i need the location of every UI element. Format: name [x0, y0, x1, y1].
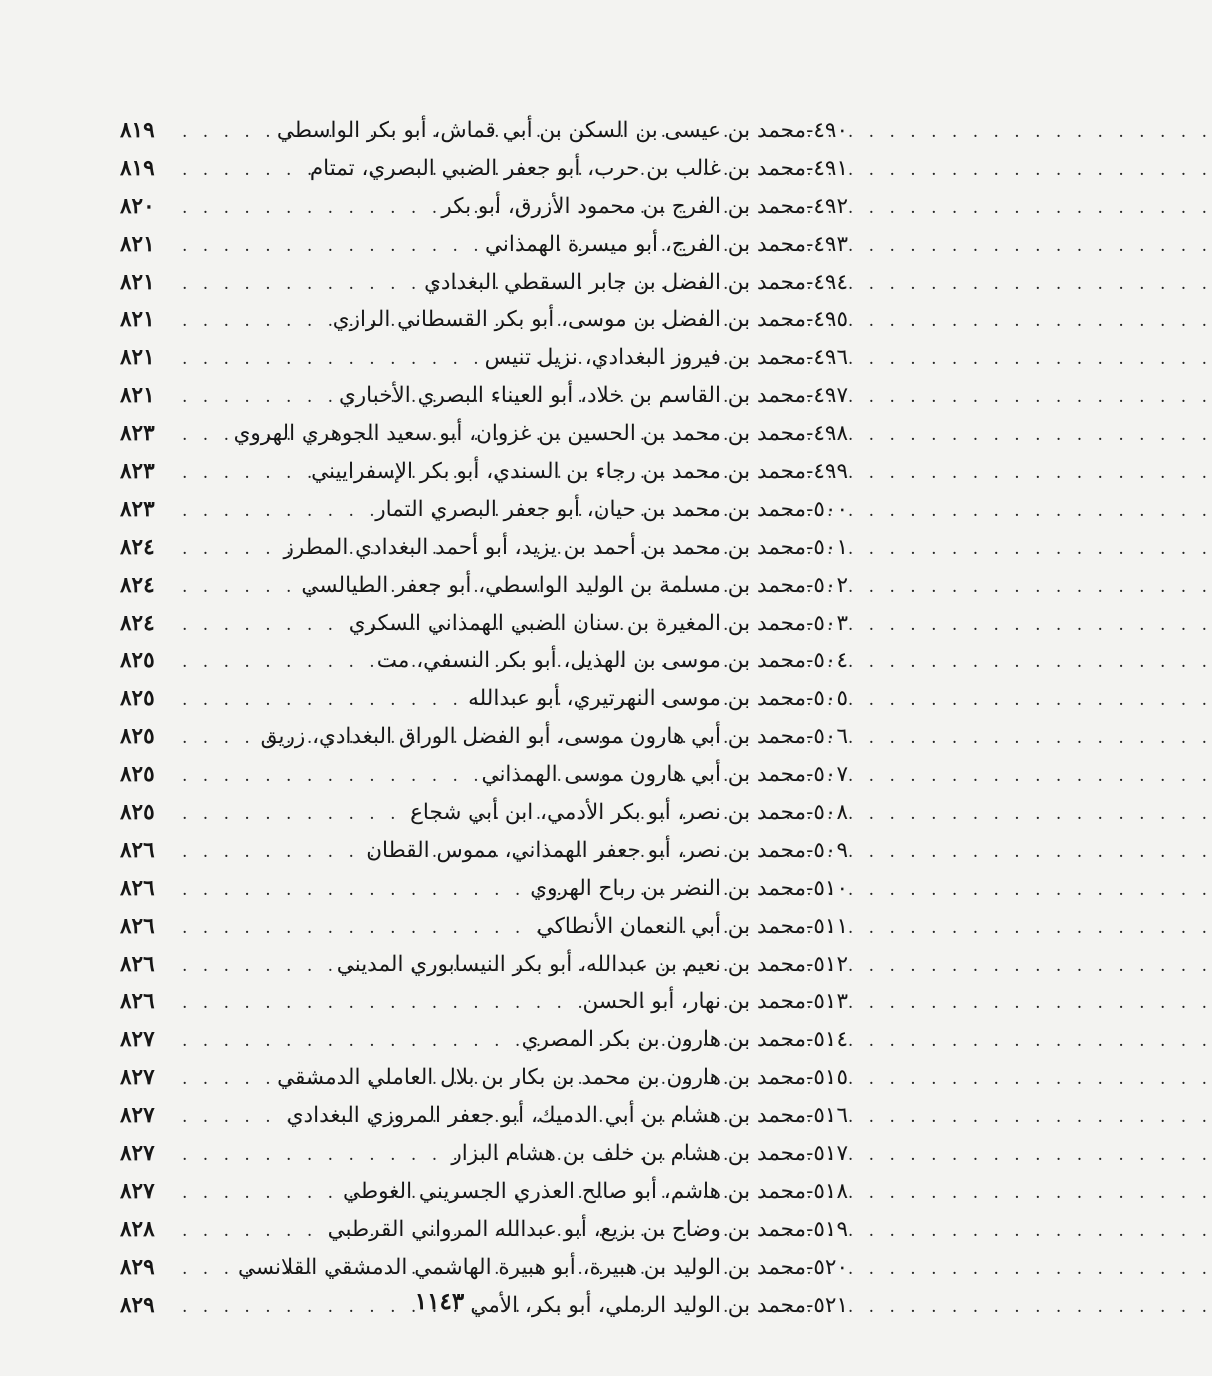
entry-page: ٨١٩ [120, 118, 155, 143]
entry-title: محمد بن مسلمة بن الوليد الواسطي، أبو جعفر الطيالسي [301, 572, 807, 598]
entry-number: ٥١٠- [806, 875, 848, 901]
dot-leader [176, 455, 311, 493]
dot-leader [176, 1061, 277, 1099]
toc-entry [120, 908, 848, 946]
entry-title: محمد بن فيروز البغدادي، نزيل تنيس [484, 345, 807, 371]
entry-page: ٨٢٧ [120, 1178, 155, 1204]
entry-page: ٨٢٥ [120, 762, 155, 788]
entry-title: محمد بن هارون بن بكر المصري [521, 1027, 807, 1053]
dot-leader [176, 152, 310, 190]
entry-number: ٥١١- [806, 913, 848, 939]
entry-title: محمد بن الوليد بن هبيرة، أبو هبيرة الهاشمي الدمشقي القلانسي [237, 1254, 807, 1280]
entry-title: محمد بن نصر، أبو بكر الأدمي، ابن أبي شجاع [410, 800, 807, 826]
entry-title: محمد بن موسى بن الهذيل، أبو بكر النسفي، مت [376, 648, 807, 674]
entry-title: محمد بن محمد بن حيان، أبو جعفر البصري التمار [375, 496, 807, 522]
toc-entry [120, 529, 848, 567]
entry-page: ٨٢٥ [120, 724, 155, 750]
toc-entry [120, 453, 848, 491]
toc-entry [120, 112, 848, 150]
entry-title: محمد بن النضر بن رباح الهروي [530, 875, 807, 901]
entry-page: ٨٢٧ [120, 1141, 155, 1167]
toc-entry [120, 680, 848, 718]
entry-number: ٤٩١- [806, 155, 848, 181]
entry-title: محمد بن نصر، أبو جعفر الهمذاني، مموس القطان [366, 837, 807, 863]
entry-title: محمد بن أبي هارون موسى الهمذاني [481, 762, 807, 788]
entry-number: ٥١٧- [806, 1141, 848, 1167]
dot-leader [176, 948, 337, 986]
toc-entry [120, 605, 848, 643]
dot-leader [176, 607, 349, 645]
dot-leader [176, 266, 424, 304]
entry-number: ٤٩٢- [806, 193, 848, 219]
dot-leader [176, 720, 261, 758]
dot-leader [176, 417, 234, 455]
dot-leader [176, 872, 530, 910]
toc-entry [120, 301, 848, 339]
toc-entry [120, 339, 848, 377]
entry-page: ٨٢٥ [120, 800, 155, 826]
entry-number: ٥٠١- [806, 534, 848, 560]
entry-title: محمد بن هاشم، أبو صالح العذري الجسريني الغوطي [343, 1178, 807, 1204]
entry-title: محمد بن موسى النهرتيري، أبو عبدالله [468, 686, 807, 712]
toc-entry [120, 415, 848, 453]
entry-page: ٨٢٦ [120, 875, 155, 901]
entry-number: ٥٠٦- [806, 724, 848, 750]
dot-leader [176, 985, 583, 1023]
entry-number: ٥٠٧- [806, 762, 848, 788]
toc-entry [120, 1059, 848, 1097]
dot-leader [176, 834, 366, 872]
entry-title: محمد بن الفضل بن موسى، أبو بكر القسطاني الرازي [332, 307, 807, 333]
page-number: ١١٤٣ [414, 1288, 465, 1315]
toc-entry [120, 1211, 848, 1249]
entry-page: ٨٢١ [120, 269, 155, 295]
entry-number: ٥١٤- [806, 1027, 848, 1053]
entry-title: محمد بن المغيرة بن سنان الضبي الهمذاني السكري [348, 610, 807, 636]
toc-entry [120, 1021, 848, 1059]
entry-number: ٥٠٢- [806, 572, 848, 598]
entry-title: محمد بن هشام بن أبي الدميك، أبو جعفر المروزي البغدادي [286, 1103, 807, 1129]
dot-leader [176, 1251, 238, 1289]
entry-page: ٨٢٣ [120, 459, 155, 485]
toc-entry [120, 1173, 848, 1211]
entry-page: ٨٢٦ [120, 989, 155, 1015]
entry-number: ٥١٩- [806, 1216, 848, 1242]
entry-page: ٨٢١ [120, 383, 155, 409]
toc-entry [120, 1135, 848, 1173]
entry-number: ٤٩٥- [806, 307, 848, 333]
entry-page: ٨٢٨ [120, 1216, 155, 1242]
dot-leader [176, 1023, 522, 1061]
dot-leader [176, 493, 375, 531]
entry-page: ٨٢٦ [120, 951, 155, 977]
toc-entry [120, 491, 848, 529]
entry-title: محمد بن الفضل بن جابر السقطي البغدادي [424, 269, 807, 295]
toc-entry [120, 567, 848, 605]
toc-entry [120, 188, 848, 226]
entry-page: ٨٢٩ [120, 1292, 155, 1318]
entry-page: ٨٢٧ [120, 1103, 155, 1129]
entry-title: محمد بن نهار، أبو الحسن [582, 989, 807, 1015]
entry-number: ٥٢١- [806, 1292, 848, 1318]
toc-entry [120, 150, 848, 188]
entry-number: ٥٠٨- [806, 800, 848, 826]
dot-leader [176, 1137, 451, 1175]
entry-page: ٨٢٥ [120, 686, 155, 712]
entry-title: محمد بن عيسى بن السكن بن أبي قماش، أبو بكر الواسطي [276, 118, 807, 143]
dot-leader [176, 190, 441, 228]
entry-page: ٨٢٣ [120, 496, 155, 522]
dot-leader [176, 682, 468, 720]
dot-leader [176, 303, 333, 341]
entry-number: ٥١٣- [806, 989, 848, 1015]
entry-page: ٨٢٦ [120, 913, 155, 939]
entry-number: ٥٠٩- [806, 837, 848, 863]
entry-title: محمد بن القاسم بن خلاد، أبو العيناء البصري الأخباري [338, 383, 807, 409]
entry-page: ٨٢٦ [120, 837, 155, 863]
entry-page: ٨٢٩ [120, 1254, 155, 1280]
entry-number: ٥٠٥- [806, 686, 848, 712]
entry-title: محمد بن هشام بن خلف بن هشام البزار [451, 1141, 807, 1167]
entry-page: ٨٢٣ [120, 421, 155, 447]
entry-page: ٨٢١ [120, 345, 155, 371]
dot-leader [176, 1099, 287, 1137]
dot-leader [176, 758, 482, 796]
entry-page: ٨٢٤ [120, 572, 155, 598]
dot-leader [176, 531, 284, 569]
entry-title: محمد بن أبي النعمان الأنطاكي [536, 913, 807, 939]
entry-page: ٨٢٧ [120, 1065, 155, 1091]
entry-number: ٤٩٤- [806, 269, 848, 295]
entry-page: ٨٢٥ [120, 648, 155, 674]
dot-leader [176, 341, 485, 379]
toc-entry [120, 870, 848, 908]
entry-page: ٨٢١ [120, 307, 155, 333]
entry-page: ٨٢٤ [120, 610, 155, 636]
entry-number: ٤٩٩- [806, 459, 848, 485]
entry-number: ٥٠٠- [806, 496, 848, 522]
dot-leader [176, 379, 339, 417]
entry-number: ٤٩٦- [806, 345, 848, 371]
toc-entry [120, 226, 848, 264]
dot-leader [176, 1213, 328, 1251]
entry-number: ٥١٨- [806, 1178, 848, 1204]
entry-title: محمد بن الوليد الرملي، أبو بكر، الأمي [470, 1292, 807, 1318]
toc-entry [120, 756, 848, 794]
dot-leader [176, 796, 410, 834]
dot-leader [176, 569, 301, 607]
entry-number: ٥١٥- [806, 1065, 848, 1091]
entry-number: ٥١٦- [806, 1103, 848, 1129]
dot-leader [176, 1175, 343, 1213]
entry-title: محمد بن محمد بن أحمد بن يزيد، أبو أحمد البغدادي المطرز [283, 534, 807, 560]
entry-title: محمد بن الفرج، أبو ميسرة الهمذاني [484, 231, 807, 257]
toc-entry [120, 946, 848, 984]
dot-leader [176, 114, 277, 152]
entry-title: محمد بن هارون بن محمد بن بكار بن بلال العاملي الدمشقي [277, 1065, 807, 1091]
entry-title: محمد بن أبي هارون موسى، أبو الفضل الوراق البغدادي، زريق [260, 724, 807, 750]
dot-leader [176, 910, 537, 948]
entry-title: محمد بن الفرج بن محمود الأزرق، أبو بكر [441, 193, 807, 219]
entry-number: ٥١٢- [806, 951, 848, 977]
entry-number: ٤٩٠- [806, 118, 848, 143]
toc-entry [120, 377, 848, 415]
entry-title: محمد بن وضاح بن بزيع، أبو عبدالله المرواني القرطبي [327, 1216, 807, 1242]
entry-title: محمد بن نعيم بن عبدالله، أبو بكر النيسابوري المديني [336, 951, 807, 977]
table-of-contents [120, 112, 848, 1325]
toc-entry [120, 1097, 848, 1135]
entry-page: ٨١٩ [120, 155, 155, 181]
entry-page: ٨٢٤ [120, 534, 155, 560]
toc-entry [120, 264, 848, 302]
toc-entry [120, 983, 848, 1021]
toc-entry [120, 718, 848, 756]
entry-title: محمد بن محمد بن رجاء بن السندي، أبو بكر الإسفراييني [311, 459, 807, 485]
entry-number: ٥٠٣- [806, 610, 848, 636]
entry-title: محمد بن غالب بن حرب، أبو جعفر الضبي البصري، تمتام [309, 155, 807, 181]
entry-number: ٥٠٤- [806, 648, 848, 674]
dot-leader [176, 228, 485, 266]
entry-number: ٤٩٧- [806, 383, 848, 409]
entry-number: ٤٩٣- [806, 231, 848, 257]
entry-page: ٨٢٠ [120, 193, 155, 219]
toc-entry [120, 794, 848, 832]
entry-number: ٥٢٠- [806, 1254, 848, 1280]
entry-page: ٨٢١ [120, 231, 155, 257]
entry-page: ٨٢٧ [120, 1027, 155, 1053]
toc-entry [120, 642, 848, 680]
entry-number: ٤٩٨- [806, 421, 848, 447]
toc-entry [120, 832, 848, 870]
toc-entry [120, 1249, 848, 1287]
dot-leader [176, 644, 377, 682]
entry-title: محمد بن محمد بن الحسين بن غزوان، أبو سعيد الجوهري الهروي [233, 421, 807, 447]
